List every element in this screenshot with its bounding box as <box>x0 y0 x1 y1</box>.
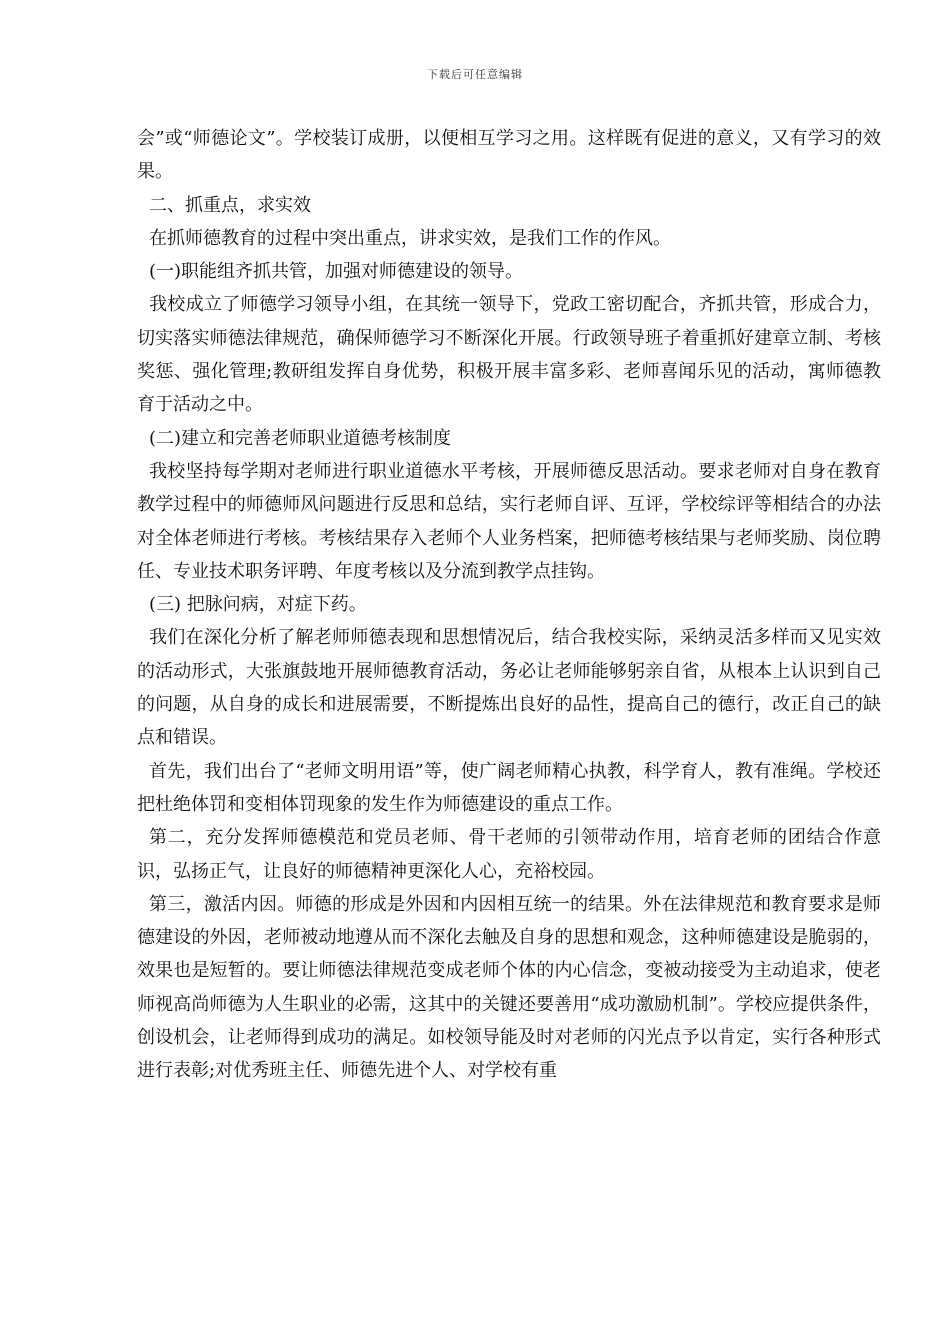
paragraph: 我校成立了师德学习领导小组，在其统一领导下，党政工密切配合，齐抓共管，形成合力，切实落实师德法律规范，确保师德学习不断深化开展。行政领导班子着重抓好建章立制、考核奖惩、强化管理;教研组发挥自身优势，积极开展丰富多彩、老师喜闻乐见的活动，寓师德教育于活动之中。 <box>137 294 881 416</box>
document-body <box>137 122 881 1088</box>
subsection-heading: (一)职能组齐抓共管，加强对师德建设的领导。 <box>149 261 524 283</box>
paragraph: 第三，激活内因。师德的形成是外因和内因相互统一的结果。外在法律规范和教育要求是师德建设的外因，老师被动地遵从而不深化去触及自身的思想和观念，这种师德建设是脆弱的，效果也是短暂的。要让师德法律规范变成老师个体的内心信念，变被动接受为主动追求，使老师视高尚师德为人生职业的必需，这其中的关键还要善用“成功激励机制”。学校应提供条件，创设机会，让老师得到成功的满足。如校领导能及时对老师的闪光点予以肯定，实行各种形式进行表彰;对优秀班主任、师德先进个人、对学校有重 <box>137 893 881 1082</box>
paragraph: 会”或“师德论文”。学校装订成册，以便相互学习之用。这样既有促进的意义，又有学习的效果。 <box>137 128 881 183</box>
subsection-heading: (二)建立和完善老师职业道德考核制度 <box>149 427 452 449</box>
paragraph: 我校坚持每学期对老师进行职业道德水平考核，开展师德反思活动。要求老师对自身在教育教学过程中的师德师风问题进行反思和总结，实行老师自评、互评，学校综评等相结合的办法对全体老师进行考核。考核结果存入老师个人业务档案，把师德考核结果与老师奖励、岗位聘任、专业技术职务评聘、年度考核以及分流到教学点挂钩。 <box>137 460 881 582</box>
section-heading: 二、抓重点，求实效 <box>149 194 311 216</box>
paragraph: 在抓师德教育的过程中突出重点，讲求实效，是我们工作的作风。 <box>149 227 671 249</box>
paragraph: 首先，我们出台了“老师文明用语”等，使广阔老师精心执教，科学育人，教有准绳。学校还把杜绝体罚和变相体罚现象的发生作为师德建设的重点工作。 <box>137 760 881 815</box>
paragraph: 第二，充分发挥师德模范和党员老师、骨干老师的引领带动作用，培育老师的团结合作意识，弘扬正气，让良好的师德精神更深化人心，充裕校园。 <box>137 827 881 882</box>
paragraph: 我们在深化分析了解老师师德表现和思想情况后，结合我校实际，采纳灵活多样而又见实效的活动形式，大张旗鼓地开展师德教育活动，务必让老师能够躬亲自省，从根本上认识到自己的问题，从自身的成长和进展需要，不断提炼出良好的品性，提高自己的德行，改正自己的缺点和错误。 <box>137 627 881 749</box>
page-header: 下载后可任意编辑 <box>427 68 523 81</box>
subsection-heading: (三) 把脉问病，对症下药。 <box>149 594 367 616</box>
